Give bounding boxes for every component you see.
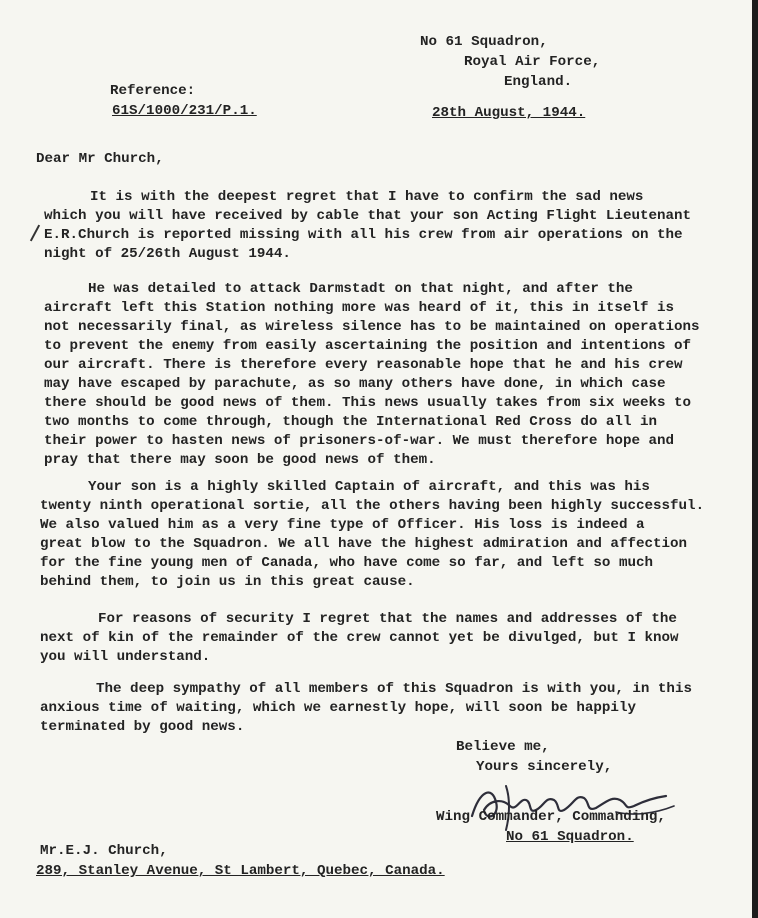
salutation: Dear Mr Church, [36,151,164,167]
paragraph-line: to prevent the enemy from easily ascertaining the position and intentions of [44,338,692,354]
paragraph-2 [44,280,700,470]
paragraph-line: The deep sympathy of all members of this Squadron is with you, in this [96,681,692,697]
paragraph-line: We also valued him as a very fine type of Officer. His loss is indeed a [40,517,645,533]
letter-date: 28th August, 1944. [432,105,586,121]
address-line-3: England. [504,74,573,90]
paragraph-line: which you will have received by cable that your son Acting Flight Lieutenant [44,208,692,224]
paragraph-4 [40,610,679,667]
paragraph-line: our aircraft. There is therefore every reasonable hope that he and his crew [44,357,683,373]
paragraph-line: terminated by good news. [40,719,245,735]
paragraph-line: for the fine young men of Canada, who have come so far, and left so much [40,555,653,571]
paragraph-line: two months to come through, though the International Red Cross do all in [44,414,657,430]
paragraph-1 [44,188,691,264]
paragraph-line: aircraft left this Station nothing more was heard of it, this in itself is [44,300,675,316]
margin-tick-mark [30,225,40,242]
address-line-1: No 61 Squadron, [420,34,548,50]
paragraph-line: pray that there may soon be good news of them. [44,452,436,468]
paragraph-line: not necessarily final, as wireless silence has to be maintained on operations [44,319,700,335]
handwritten-signature [466,776,676,836]
paragraph-line: you will understand. [40,649,211,665]
signatory-title: Wing Commander, Commanding, [436,809,666,825]
address-line-2: Royal Air Force, [464,54,601,70]
paragraph-line: anxious time of waiting, which we earnestly hope, will soon be happily [40,700,636,716]
paragraph-line: may have escaped by parachute, as so many others have done, in which case [44,376,666,392]
paragraph-line: night of 25/26th August 1944. [44,246,291,262]
paragraph-line: next of kin of the remainder of the crew cannot yet be divulged, but I know [40,630,679,646]
paragraph-line: For reasons of security I regret that the names and addresses of the [98,611,677,627]
paragraph-line: Your son is a highly skilled Captain of aircraft, and this was his [88,479,650,495]
paragraph-line: He was detailed to attack Darmstadt on that night, and after the [88,281,633,297]
paragraph-5 [40,680,692,737]
reference-label: Reference: [110,83,196,99]
paragraph-3 [40,478,704,592]
paragraph-line: their power to hasten news of prisoners-of-war. We must therefore hope and [44,433,675,449]
paragraph-line: E.R.Church is reported missing with all his crew from air operations on the [44,227,683,243]
closing-believe-me: Believe me, [456,739,550,755]
scan-edge [752,0,758,918]
paragraph-line: great blow to the Squadron. We all have the highest admiration and affection [40,536,688,552]
paragraph-line: behind them, to join us in this great cause. [40,574,415,590]
paragraph-line: there should be good news of them. This news usually takes from six weeks to [44,395,692,411]
squadron-address [420,32,600,92]
signatory-squadron: No 61 Squadron. [506,829,634,845]
paragraph-line: twenty ninth operational sortie, all the others having been highly successful. [40,498,705,514]
paragraph-line: It is with the deepest regret that I have to confirm the sad news [90,189,644,205]
recipient-name: Mr.E.J. Church, [40,843,168,859]
recipient-address: 289, Stanley Avenue, St Lambert, Quebec, Canada. [36,863,445,879]
reference-number: 61S/1000/231/P.1. [112,103,257,119]
closing-yours-sincerely: Yours sincerely, [476,759,613,775]
